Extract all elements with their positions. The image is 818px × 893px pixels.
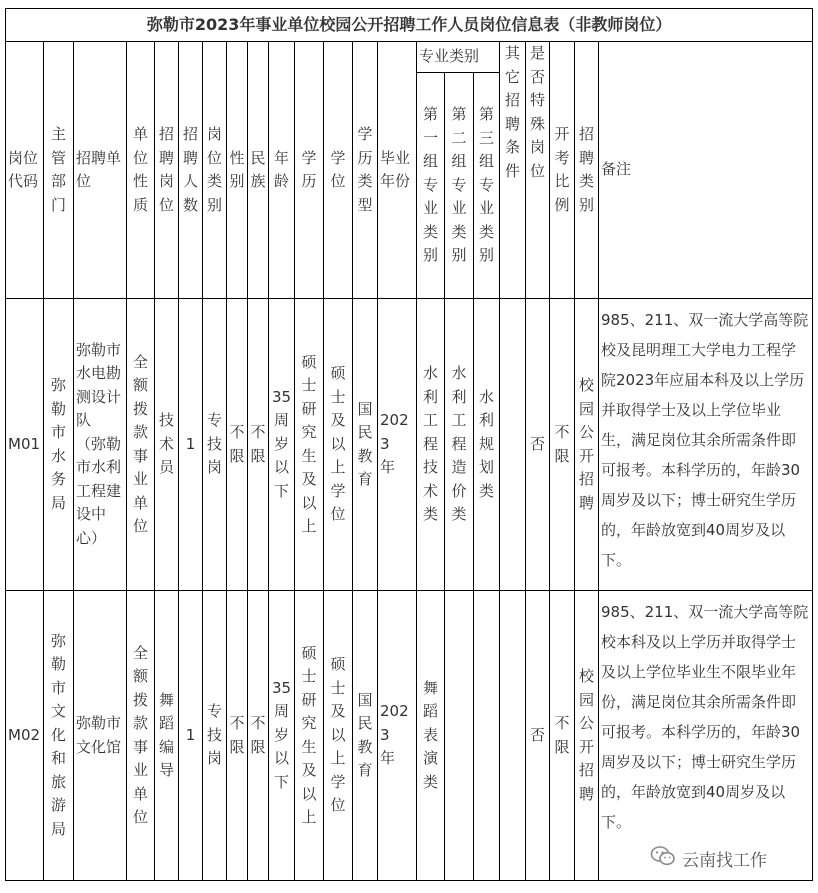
cell-unit: 弥勒市 文化馆 [74, 591, 127, 881]
cell-degree: 硕 士 及 以 上 学 位 [324, 591, 353, 881]
header-education: 学 历 [295, 42, 324, 299]
cell-count: 1 [179, 299, 203, 591]
cell-education-type: 国 民 教 育 [353, 299, 378, 591]
header-count: 招 聘 人 数 [179, 42, 203, 299]
header-other-conditions: 其 它 招 聘 条 件 [500, 42, 526, 299]
cell-post-code: M02 [6, 591, 44, 881]
header-education-type: 学 历 类 型 [353, 42, 378, 299]
cell-remark: 985、211、双一流大学高等院校及昆明理工大学电力工程学院2023年应届本科及以上学历并取得学士及以上学位毕业生，满足岗位其余所需条件即可报考。本科学历的，年龄30周岁及以下；博士研究生学历的，年龄放宽到40周岁及以下。 [599, 299, 813, 591]
header-post-code: 岗位 代码 [6, 42, 44, 299]
job-info-document [5, 8, 813, 881]
cell-unit-nature: 全 额 拨 款 事 业 单 位 [127, 299, 155, 591]
header-special-post: 是 否 特 殊 岗 位 [526, 42, 550, 299]
header-post: 招 聘 岗 位 [155, 42, 179, 299]
cell-major-3 [474, 591, 500, 881]
table-title: 弥勒市2023年事业单位校园公开招聘工作人员岗位信息表（非教师岗位） [6, 9, 813, 42]
cell-education: 硕 士 研 究 生 及 以 上 [295, 591, 324, 881]
header-graduation-year: 毕业 年份 [378, 42, 417, 299]
cell-special-post: 否 [526, 591, 550, 881]
wechat-watermark [650, 843, 810, 873]
cell-exam-ratio: 不 限 [550, 591, 575, 881]
cell-major-1: 水 利 工 程 技 术 类 [417, 299, 445, 591]
watermark-text: 云南找工作 [682, 850, 767, 871]
cell-unit: 弥勒市 水电勘 测设计 队 （弥勒 市水利 工程建 设中 心） [74, 299, 127, 591]
cell-recruit-type: 校 园 公 开 招 聘 [575, 591, 599, 881]
header-post-category: 岗 位 类 别 [203, 42, 227, 299]
cell-count: 1 [179, 591, 203, 881]
cell-recruit-type: 校 园 公 开 招 聘 [575, 299, 599, 591]
header-gender: 性 别 [227, 42, 248, 299]
cell-ethnic: 不 限 [248, 299, 269, 591]
cell-department: 弥 勒 市 文 化 和 旅 游 局 [44, 591, 74, 881]
cell-post-code: M01 [6, 299, 44, 591]
cell-age: 35 周 岁 以 下 [269, 591, 295, 881]
cell-exam-ratio: 不 限 [550, 299, 575, 591]
cell-degree: 硕 士 及 以 上 学 位 [324, 299, 353, 591]
header-unit: 招聘单 位 [74, 42, 127, 299]
cell-gender: 不 限 [227, 299, 248, 591]
cell-major-2: 水 利 工 程 造 价 类 [445, 299, 474, 591]
header-recruit-type: 招 聘 类 别 [575, 42, 599, 299]
cell-age: 35 周 岁 以 下 [269, 299, 295, 591]
cell-other-conditions [500, 299, 526, 591]
header-major-1: 第 一 组 专 业 类 别 [417, 73, 445, 299]
cell-graduation-year: 2023 年 [378, 299, 417, 591]
header-degree: 学 位 [324, 42, 353, 299]
cell-unit-nature: 全 额 拨 款 事 业 单 位 [127, 591, 155, 881]
cell-education: 硕 士 研 究 生 及 以 上 [295, 299, 324, 591]
cell-major-3: 水 利 规 划 类 [474, 299, 500, 591]
header-major-2: 第 二 组 专 业 类 别 [445, 73, 474, 299]
header-ethnic: 民 族 [248, 42, 269, 299]
header-age: 年 龄 [269, 42, 295, 299]
header-major-group: 专业类别 [417, 42, 500, 73]
cell-post: 舞 蹈 编 导 [155, 591, 179, 881]
cell-post: 技 术 员 [155, 299, 179, 591]
cell-education-type: 国 民 教 育 [353, 591, 378, 881]
cell-special-post: 否 [526, 299, 550, 591]
cell-remark: 985、211、双一流大学高等院校本科及以上学历并取得学士及以上学位毕业生不限毕业年份，满足岗位其余所需条件即可报考。本科学历的，年龄30周岁及以下；博士研究生学历的，年龄放宽到40周岁及以下。 [599, 591, 813, 881]
table-row [6, 591, 813, 881]
cell-gender: 不 限 [227, 591, 248, 881]
wechat-icon [650, 845, 676, 872]
cell-ethnic: 不 限 [248, 591, 269, 881]
job-table [5, 8, 813, 881]
cell-post-category: 专 技 岗 [203, 299, 227, 591]
header-exam-ratio: 开 考 比 例 [550, 42, 575, 299]
cell-other-conditions [500, 591, 526, 881]
cell-department: 弥 勒 市 水 务 局 [44, 299, 74, 591]
table-row [6, 299, 813, 591]
header-major-3: 第 三 组 专 业 类 别 [474, 73, 500, 299]
cell-post-category: 专 技 岗 [203, 591, 227, 881]
cell-major-1: 舞 蹈 表 演 类 [417, 591, 445, 881]
cell-graduation-year: 2023 年 [378, 591, 417, 881]
cell-major-2 [445, 591, 474, 881]
header-department: 主 管 部 门 [44, 42, 74, 299]
header-remark: 备注 [599, 42, 813, 299]
header-unit-nature: 单 位 性 质 [127, 42, 155, 299]
